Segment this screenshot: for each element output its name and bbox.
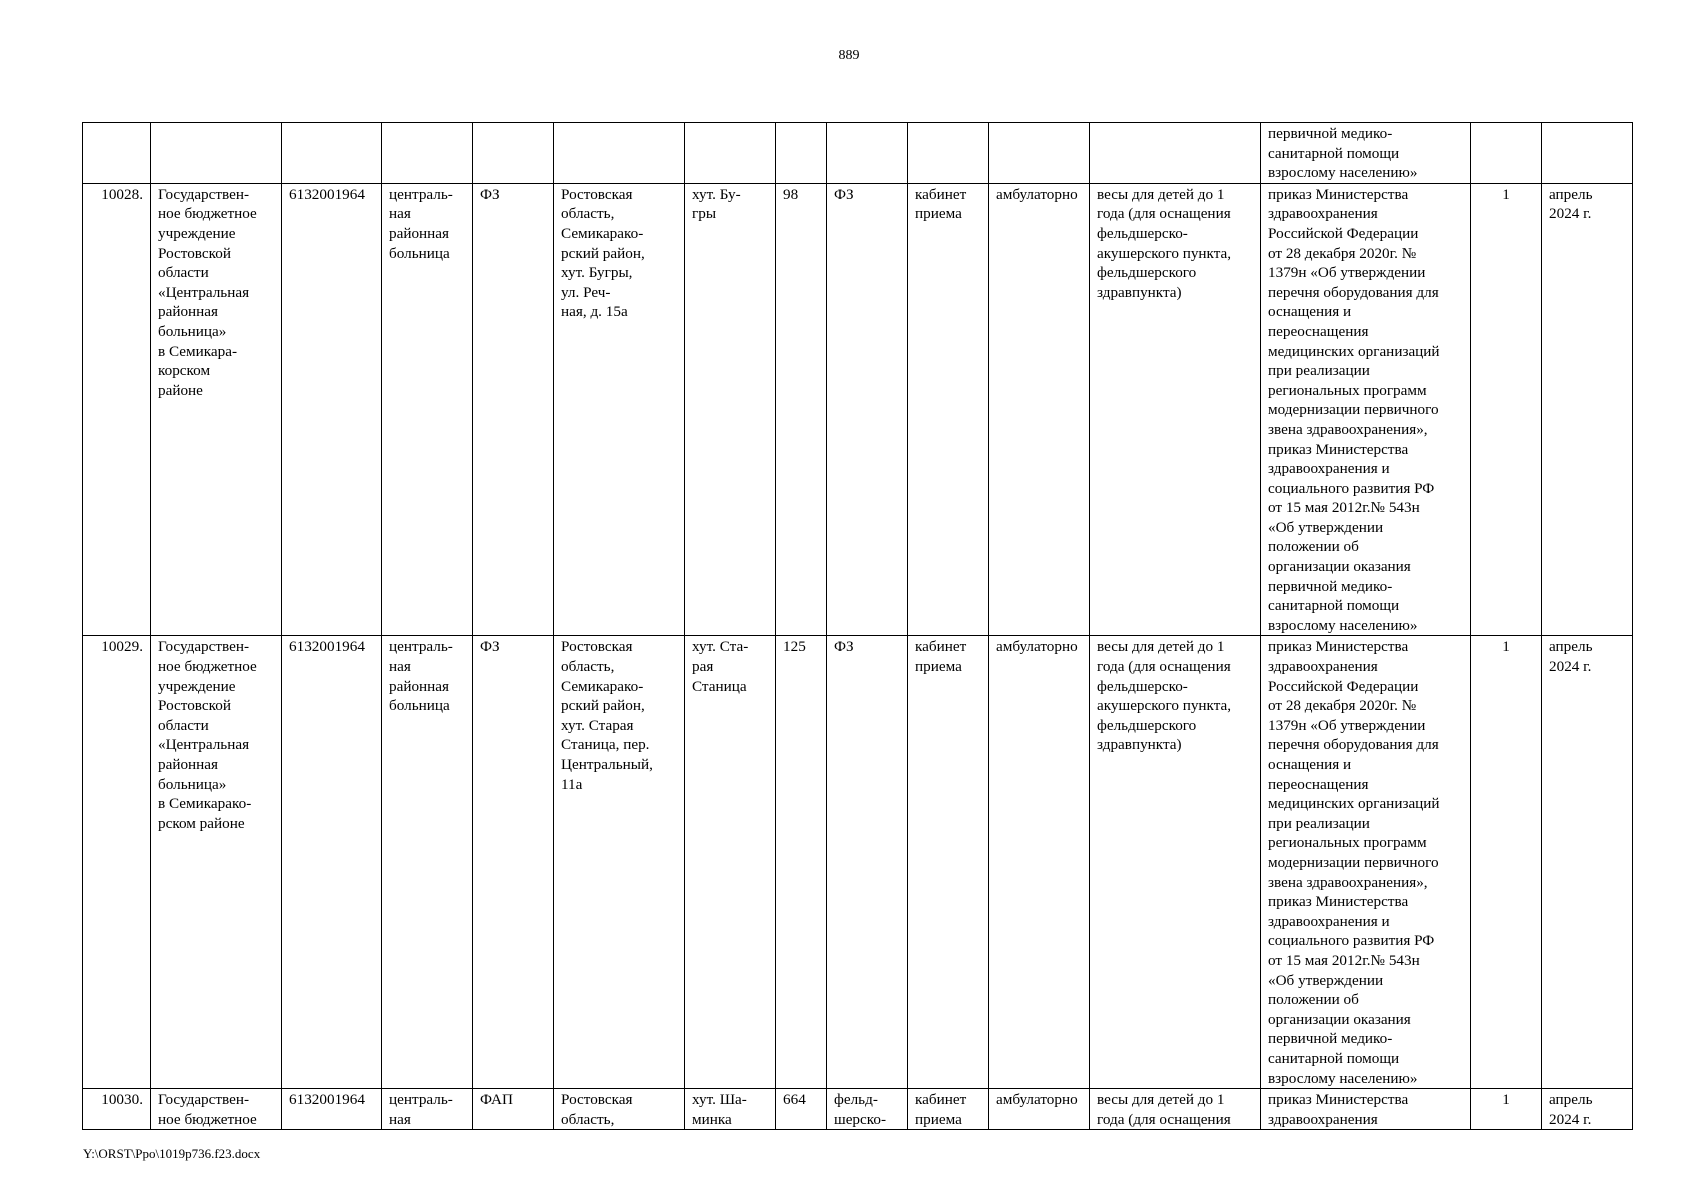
cell-care-form	[989, 123, 1090, 184]
cell-address: Ростовская область,	[554, 1089, 685, 1130]
cell-legal-basis: первичной медико- санитарной помощи взрослому населению»	[1261, 123, 1471, 184]
table-row	[83, 183, 1633, 636]
cell-population: 98	[776, 183, 827, 636]
cell-due-date: апрель 2024 г.	[1542, 636, 1633, 1089]
cell-population: 125	[776, 636, 827, 1089]
cell-row-number: 10029.	[83, 636, 151, 1089]
cell-room: кабинет приема	[908, 636, 989, 1089]
cell-unit-kind	[827, 123, 908, 184]
cell-unit-type	[473, 123, 554, 184]
cell-care-form: амбулаторно	[989, 1089, 1090, 1130]
cell-address: Ростовская область, Семикарако- рский район, хут. Бугры, ул. Реч- ная, д. 15а	[554, 183, 685, 636]
cell-unit-type: ФЗ	[473, 183, 554, 636]
cell-unit-kind: фельд- шерско-	[827, 1089, 908, 1130]
cell-quantity	[1471, 123, 1542, 184]
cell-inn: 6132001964	[282, 1089, 382, 1130]
cell-quantity: 1	[1471, 1089, 1542, 1130]
cell-equipment: весы для детей до 1 года (для оснащения	[1090, 1089, 1261, 1130]
cell-room: кабинет приема	[908, 183, 989, 636]
cell-legal-basis: приказ Министерства здравоохранения Российской Федерации от 28 декабря 2020г. № 1379н «Об утверждении перечня оборудования для оснащения и переоснащения медицинских организаций при реализации региональных программ модернизации первичного звена здравоохранения», приказ Министерства здравоохранения и социального развития РФ от 15 мая 2012г.№ 543н «Об утверждении положении об организации оказания первичной медико- санитарной помощи взрослому населению»	[1261, 636, 1471, 1089]
cell-organization-type	[382, 123, 473, 184]
cell-row-number: 10030.	[83, 1089, 151, 1130]
cell-population	[776, 123, 827, 184]
cell-care-form: амбулаторно	[989, 636, 1090, 1089]
cell-row-number: 10028.	[83, 183, 151, 636]
cell-inn: 6132001964	[282, 183, 382, 636]
cell-organization-type: централь- ная	[382, 1089, 473, 1130]
cell-address	[554, 123, 685, 184]
cell-settlement	[685, 123, 776, 184]
cell-settlement: хут. Бу- гры	[685, 183, 776, 636]
cell-row-number	[83, 123, 151, 184]
cell-address: Ростовская область, Семикарако- рский район, хут. Старая Станица, пер. Центральный, 11а	[554, 636, 685, 1089]
cell-legal-basis: приказ Министерства здравоохранения Российской Федерации от 28 декабря 2020г. № 1379н «Об утверждении перечня оборудования для оснащения и переоснащения медицинских организаций при реализации региональных программ модернизации первичного звена здравоохранения», приказ Министерства здравоохранения и социального развития РФ от 15 мая 2012г.№ 543н «Об утверждении положении об организации оказания первичной медико- санитарной помощи взрослому населению»	[1261, 183, 1471, 636]
cell-inn: 6132001964	[282, 636, 382, 1089]
cell-equipment: весы для детей до 1 года (для оснащения фельдшерско- акушерского пункта, фельдшерского здравпункта)	[1090, 636, 1261, 1089]
cell-organization-type: централь- ная районная больница	[382, 183, 473, 636]
cell-room	[908, 123, 989, 184]
cell-organization-type: централь- ная районная больница	[382, 636, 473, 1089]
cell-care-form: амбулаторно	[989, 183, 1090, 636]
table-row	[83, 636, 1633, 1089]
cell-equipment	[1090, 123, 1261, 184]
cell-unit-type: ФАП	[473, 1089, 554, 1130]
table-row	[83, 1089, 1633, 1130]
cell-room: кабинет приема	[908, 1089, 989, 1130]
cell-settlement: хут. Ша- минка	[685, 1089, 776, 1130]
equipment-table	[82, 122, 1633, 1130]
cell-unit-type: ФЗ	[473, 636, 554, 1089]
cell-quantity: 1	[1471, 183, 1542, 636]
cell-due-date	[1542, 123, 1633, 184]
cell-organization-name: Государствен- ное бюджетное	[151, 1089, 282, 1130]
cell-organization-name	[151, 123, 282, 184]
page-number: 889	[838, 48, 860, 63]
cell-legal-basis: приказ Министерства здравоохранения	[1261, 1089, 1471, 1130]
cell-settlement: хут. Ста- рая Станица	[685, 636, 776, 1089]
cell-quantity: 1	[1471, 636, 1542, 1089]
cell-unit-kind: ФЗ	[827, 183, 908, 636]
cell-inn	[282, 123, 382, 184]
cell-unit-kind: ФЗ	[827, 636, 908, 1089]
cell-due-date: апрель 2024 г.	[1542, 183, 1633, 636]
cell-equipment: весы для детей до 1 года (для оснащения фельдшерско- акушерского пункта, фельдшерского здравпункта)	[1090, 183, 1261, 636]
cell-population: 664	[776, 1089, 827, 1130]
cell-organization-name: Государствен- ное бюджетное учреждение Ростовской области «Центральная районная больница» в Семикара- корском районе	[151, 183, 282, 636]
table-body	[83, 123, 1633, 1130]
cell-organization-name: Государствен- ное бюджетное учреждение Ростовской области «Центральная районная больница» в Семикарако- рском районе	[151, 636, 282, 1089]
footer-file-path: Y:\ORST\Ppo\1019p736.f23.docx	[83, 1146, 261, 1161]
cell-due-date: апрель 2024 г.	[1542, 1089, 1633, 1130]
table-row	[83, 123, 1633, 184]
